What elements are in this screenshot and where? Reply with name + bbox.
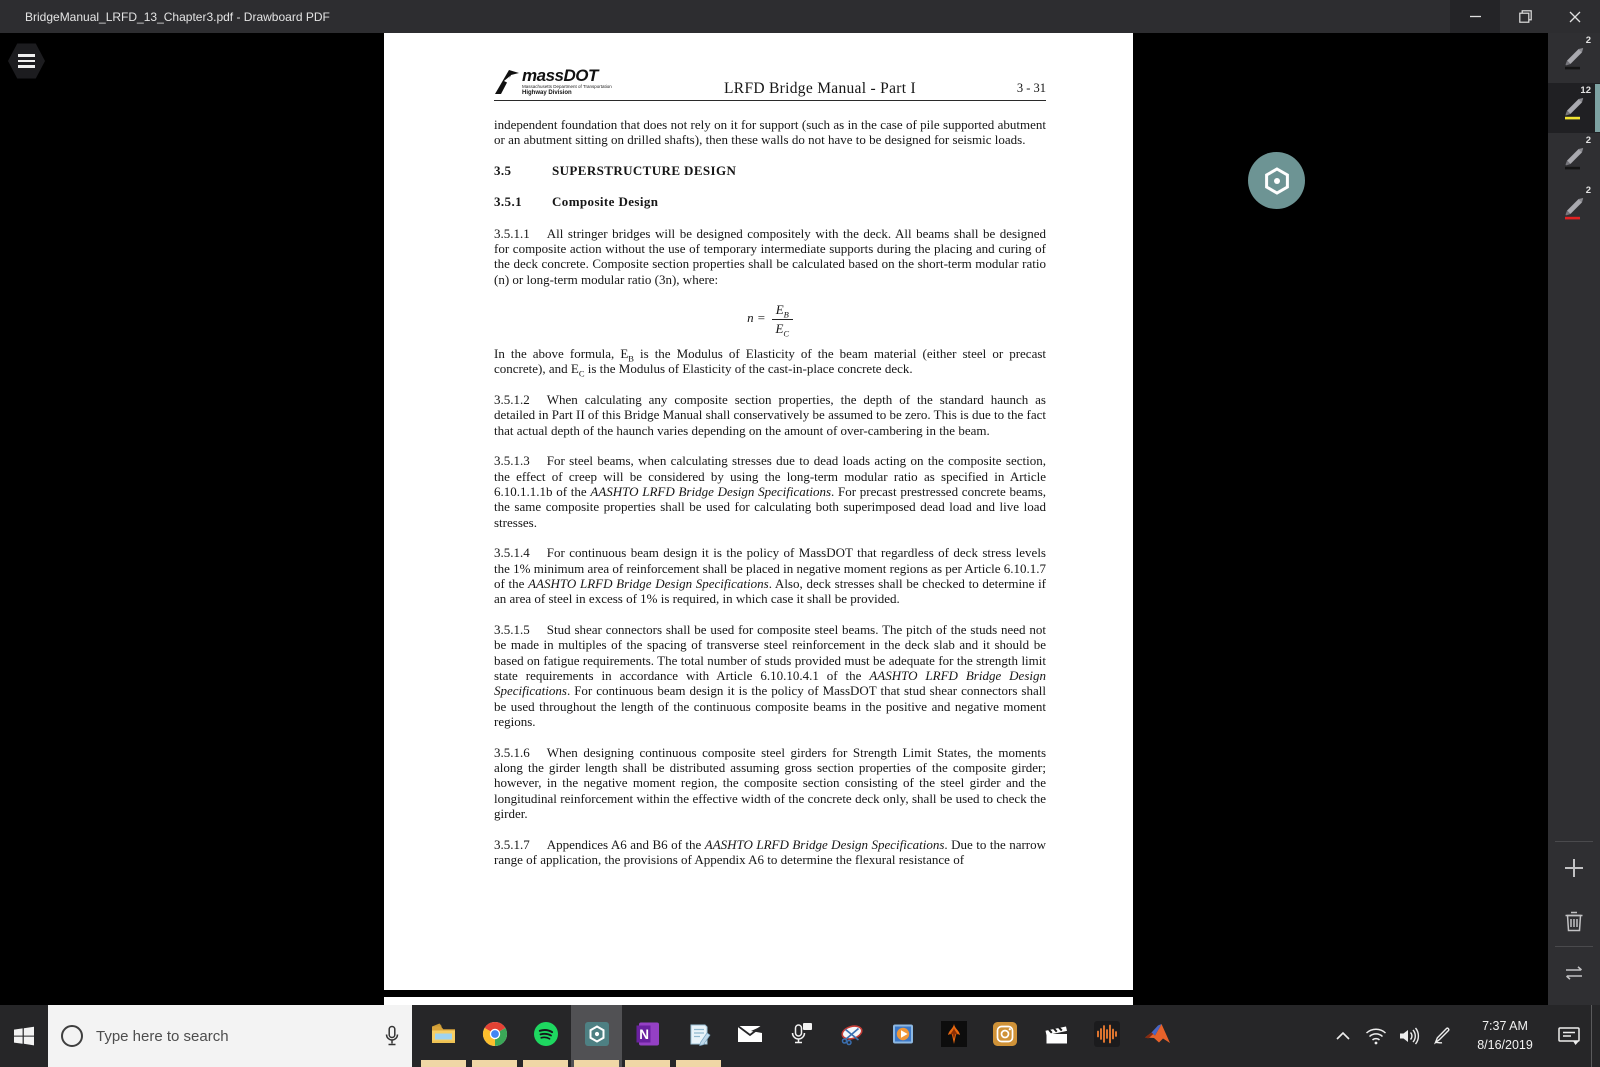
- tray-ink-button[interactable]: [1425, 1005, 1458, 1067]
- taskbar-apps: [418, 1005, 1183, 1067]
- action-center-button[interactable]: [1552, 1005, 1585, 1067]
- pdf-page: [384, 33, 1133, 990]
- pen-badge: 2: [1585, 35, 1591, 46]
- pen-badge: 2: [1585, 185, 1591, 196]
- selected-pen-indicator: [1595, 84, 1600, 132]
- taskbar-app-snipping-tool[interactable]: [826, 1005, 877, 1067]
- document-title: LRFD Bridge Manual - Part I: [724, 79, 916, 97]
- pen-tool-icon: [1561, 145, 1587, 171]
- cortana-icon: [61, 1025, 83, 1047]
- chevron-up-icon: [1334, 1030, 1352, 1042]
- spotify-icon: [533, 1021, 559, 1052]
- speaker-icon: [1398, 1027, 1420, 1045]
- taskbar-app-movies-tv[interactable]: [1030, 1005, 1081, 1067]
- page-tools: [1548, 841, 1600, 999]
- pen-icon: [1432, 1026, 1452, 1046]
- taskbar-app-audio-editor[interactable]: [1081, 1005, 1132, 1067]
- window-controls: [1450, 0, 1600, 33]
- drawboard-pdf-icon: [584, 1021, 610, 1052]
- doc-paragraph: 3.5.1.3 For steel beams, when calculating stresses due to dead loads acting on the composite section, the effect of creep will be considered by using the long-term modular ratio as specified in Article 6.10.1.1.1b of the AASHTO LRFD Bridge Design Specifications. For precast prestressed concrete beams, the same composite properties shall be used for calculating both superimposed dead load and live load stresses.: [494, 453, 1046, 530]
- show-desktop-button[interactable]: [1591, 1005, 1596, 1067]
- logo-subtitle-2: Highway Division: [522, 89, 572, 96]
- document-body: [494, 117, 1046, 867]
- logo-subtitle-1: Massachusetts Department of Transportation: [522, 84, 612, 89]
- tray-clock[interactable]: [1462, 1017, 1548, 1055]
- microphone-icon: [385, 1025, 399, 1047]
- massdot-arrow-icon: [494, 67, 520, 97]
- wifi-icon: [1365, 1027, 1387, 1045]
- doc-paragraph: 3.5.1.2 When calculating any composite section properties, the depth of the standard haunch as detailed in Part II of this Bridge Manual shall conservatively be assumed to be zero. This is due to the fact that actual depth of the haunch varies depending on the amount of over-cambering in the beam.: [494, 391, 1046, 438]
- taskbar-app-file-explorer[interactable]: [418, 1005, 469, 1067]
- window-title: BridgeManual_LRFD_13_Chapter3.pdf - Drawboard PDF: [25, 9, 330, 24]
- plus-icon: [1563, 857, 1585, 879]
- running-indicator: [472, 1060, 517, 1067]
- pen-tool-icon: [1561, 45, 1587, 71]
- taskbar-app-voice-recorder[interactable]: [775, 1005, 826, 1067]
- delete-button[interactable]: [1548, 894, 1600, 946]
- pen-tool-4[interactable]: [1548, 183, 1600, 233]
- close-icon: [1569, 11, 1581, 23]
- hexagon-icon: [1260, 164, 1294, 198]
- file-explorer-icon: [430, 1021, 457, 1052]
- logo-name: massDOT: [522, 66, 598, 85]
- pen-tool-icon: [1561, 95, 1587, 121]
- pen-badge: 2: [1585, 135, 1591, 146]
- system-tray: [1326, 1005, 1600, 1067]
- running-indicator: [421, 1060, 466, 1067]
- menu-button[interactable]: [8, 42, 45, 80]
- audio-editor-icon: [1094, 1021, 1120, 1052]
- restore-button[interactable]: [1500, 0, 1550, 33]
- taskbar-search[interactable]: [48, 1005, 412, 1067]
- doc-heading: 3.5 SUPERSTRUCTURE DESIGN: [494, 162, 737, 178]
- pen-tool-1[interactable]: [1548, 33, 1600, 83]
- minimize-icon: [1470, 11, 1481, 22]
- chrome-icon: [482, 1021, 508, 1052]
- taskbar-app-drawboard-pdf[interactable]: [571, 1005, 622, 1067]
- running-indicator: [676, 1060, 721, 1067]
- media-player-icon: [890, 1021, 916, 1052]
- running-indicator: [523, 1060, 568, 1067]
- pen-toolbar: [1548, 33, 1600, 1005]
- titlebar: [0, 0, 1600, 33]
- pen-tool-3[interactable]: [1548, 133, 1600, 183]
- taskbar-app-mail[interactable]: [724, 1005, 775, 1067]
- clock-time: 7:37 AM: [1482, 1019, 1528, 1033]
- start-button[interactable]: [0, 1005, 48, 1067]
- running-indicator: [625, 1060, 670, 1067]
- clock-date: 8/16/2019: [1477, 1038, 1533, 1052]
- svg-text:N: N: [638, 1026, 649, 1042]
- pen-tool-icon: [1561, 195, 1587, 221]
- doc-paragraph: 3.5.1.5 Stud shear connectors shall be used for composite steel beams. The pitch of the studs need not be made in multiples of the spacing of transverse steel reinforcement in the deck slab and it should be based on fatigue requirements. The total number of studs provided must be adequate for the strength limit state requirements in accordance with Article 6.10.10.4.1 of the AASHTO LRFD Bridge Design Specifications. For continuous beam design it is the policy of MassDOT that stud shear connectors shall be used throughout the length of the continuous composite beams in the positive and negative moment regions.: [494, 621, 1046, 730]
- movies-tv-icon: [1043, 1021, 1069, 1052]
- tray-chevron-button[interactable]: [1326, 1005, 1359, 1067]
- mail-icon: [737, 1022, 763, 1051]
- swap-pages-button[interactable]: [1548, 947, 1600, 999]
- document: [384, 33, 1133, 990]
- taskbar-app-spotify[interactable]: [520, 1005, 571, 1067]
- taskbar-app-notepad[interactable]: [673, 1005, 724, 1067]
- taskbar: [0, 1005, 1600, 1067]
- close-button[interactable]: [1550, 0, 1600, 33]
- snipping-tool-icon: [839, 1021, 865, 1052]
- doc-paragraph: In the above formula, $E_B$ is the Modulus of Elasticity of the beam material (either steel or precast concrete), and $E_C$ is the Modulus of Elasticity of the cast-in-place concrete deck.: [494, 346, 1047, 380]
- doc-paragraph: 3.5.1.4 For continuous beam design it is the policy of MassDOT that regardless of deck stress levels the 1% minimum area of reinforcement shall be placed in negative moment regions as per Article 6.10.1.7 of the AASHTO LRFD Bridge Design Specifications. Also, deck stresses shall be checked to determine if an area of steel in excess of 1% is required, in which case it shall be provided.: [494, 545, 1047, 607]
- notepad-icon: [686, 1021, 712, 1052]
- windows-logo-icon: [13, 1025, 35, 1047]
- running-indicator: [574, 1060, 619, 1067]
- instagram-icon: [992, 1021, 1018, 1052]
- voice-recorder-icon: [788, 1021, 814, 1052]
- taskbar-app-media-player[interactable]: [877, 1005, 928, 1067]
- mtg-arena-icon: [941, 1021, 967, 1052]
- pdf-canvas: [0, 33, 1600, 1005]
- trash-icon: [1563, 909, 1585, 932]
- document-header: [494, 67, 1046, 101]
- onenote-icon: [635, 1021, 661, 1052]
- doc-paragraph: 3.5.1.6 When designing continuous composite steel girders for Strength Limit States, the moments along the girder length shall be distributed assuming gross section properties of the composite girder; however, in the negative moment region, the composite section consisting of the steel girder and the longitudinal reinforcement within the effective width of the concrete deck only, shall be used to check the girder.: [494, 744, 1046, 822]
- doc-paragraph: 3.5.1.1 All stringer bridges will be designed compositely with the deck. All beams shall be designed for composite action without the use of temporary intermediate supports during the placing and curing of the deck concrete. Composite section properties shall be calculated based on the short-term modular ratio (n) or long-term modular ratio (3n), where:: [494, 225, 1046, 287]
- add-page-button[interactable]: [1548, 842, 1600, 894]
- taskbar-app-chrome[interactable]: [469, 1005, 520, 1067]
- matlab-icon: [1144, 1021, 1172, 1052]
- doc-heading: 3.5.1 Composite Design: [494, 194, 659, 210]
- page-number: 3 - 31: [1016, 80, 1046, 95]
- radial-menu-button[interactable]: [1248, 152, 1305, 209]
- massdot-logo: [494, 67, 664, 97]
- doc-formula: n = $\frac{E_B}{E_C}$: [494, 302, 1046, 336]
- search-input[interactable]: [96, 1028, 372, 1045]
- taskbar-app-instagram[interactable]: [979, 1005, 1030, 1067]
- taskbar-app-mtg-arena[interactable]: [928, 1005, 979, 1067]
- doc-paragraph: 3.5.1.7 Appendices A6 and B6 of the AASHTO LRFD Bridge Design Specifications. Due to the narrow range of application, the provisions of Appendix A6 to determine the flexural resistance of: [494, 836, 1047, 868]
- tray-wifi-button[interactable]: [1359, 1005, 1392, 1067]
- taskbar-app-matlab[interactable]: [1132, 1005, 1183, 1067]
- restore-icon: [1519, 10, 1532, 23]
- pen-list: [1548, 33, 1600, 233]
- doc-paragraph: independent foundation that does not rely on it for support (such as in the case of pile supported abutment or an abutment sitting on drilled shafts), then these walls do not have to be designed for seismic loads.: [494, 117, 1046, 148]
- swap-arrows-icon: [1562, 964, 1586, 982]
- pen-tool-2[interactable]: [1548, 83, 1600, 133]
- action-center-icon: [1557, 1026, 1581, 1046]
- minimize-button[interactable]: [1450, 0, 1500, 33]
- tray-volume-button[interactable]: [1392, 1005, 1425, 1067]
- next-page-edge: [384, 997, 1133, 1005]
- pen-badge: 12: [1580, 85, 1591, 96]
- taskbar-app-onenote[interactable]: [622, 1005, 673, 1067]
